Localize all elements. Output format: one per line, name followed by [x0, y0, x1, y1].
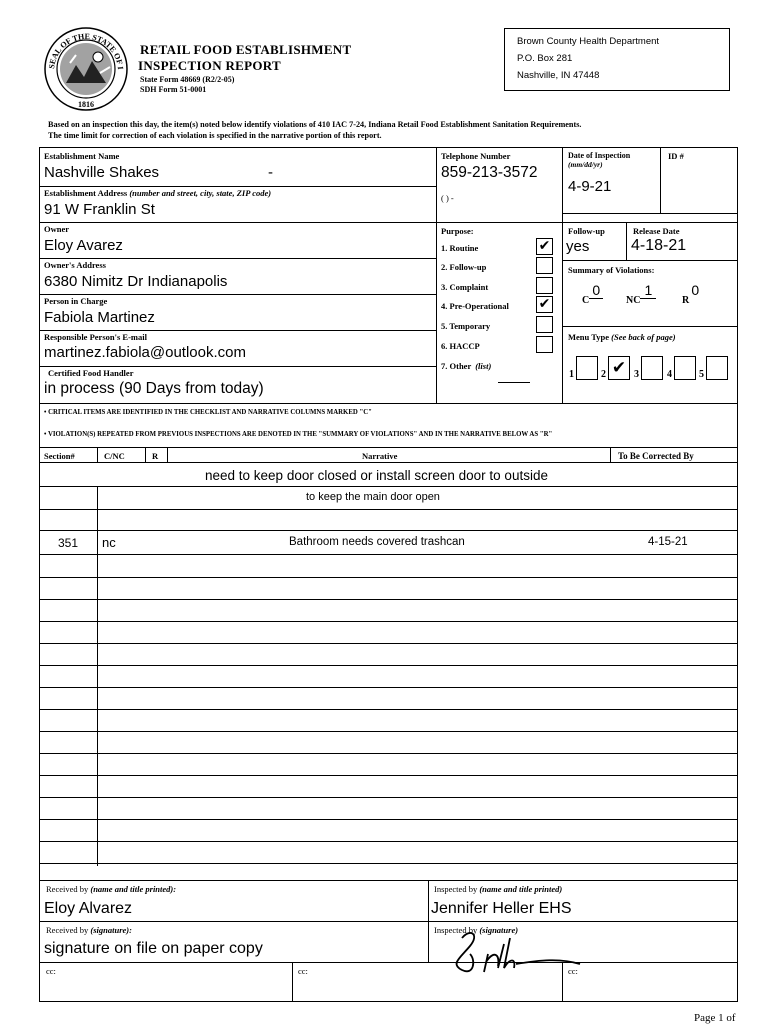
page-number: Page 1 of — [694, 1012, 736, 1024]
purpose-checkbox-4[interactable]: ✔ — [536, 296, 553, 313]
menu-type-number-5: 5 — [699, 369, 704, 380]
cc-3-label: cc: — [568, 966, 578, 976]
purpose-option-5: 5. Temporary — [441, 321, 491, 331]
form-subtitle: INSPECTION REPORT — [138, 58, 281, 73]
grid-row-line — [39, 665, 738, 666]
owner-field[interactable]: Eloy Avarez — [44, 237, 123, 254]
inspected-by-signature-label: Inspected by (signature) — [434, 925, 519, 935]
grid-row-line — [39, 841, 738, 842]
row-3-cnc[interactable]: nc — [102, 535, 116, 550]
followup-label: Follow-up — [568, 226, 605, 236]
grid-col-line — [97, 486, 98, 866]
email-label: Responsible Person's E-mail — [44, 332, 147, 342]
col-header-narrative: Narrative — [362, 451, 398, 461]
col-header-r: R — [152, 451, 159, 461]
state-form-number: State Form 48669 (R2/2-05) — [140, 75, 235, 84]
grid-row-line — [39, 577, 738, 578]
menu-type-checkbox-3[interactable] — [641, 356, 663, 380]
grid-row-line — [39, 509, 738, 510]
purpose-checkbox-1[interactable]: ✔ — [536, 238, 553, 255]
grid-row-line — [39, 819, 738, 820]
summary-label: Summary of Violations: — [568, 265, 655, 275]
intro-text-line1: Based on an inspection this day, the item(s) noted below identify violations of 410 IAC 7-24, Indiana Retail Food Establishment Sanitation Requirements. — [48, 120, 582, 129]
grid-row-line — [39, 554, 738, 555]
summary-critical-count[interactable]: 0 — [589, 282, 603, 299]
purpose-option-7: 7. Other (list) — [441, 361, 492, 371]
grid-row-line — [39, 687, 738, 688]
department-city: Nashville, IN 47448 — [517, 70, 600, 81]
establishment-address-field[interactable]: 91 W Franklin St — [44, 201, 155, 218]
establishment-address-hint: (number and street, city, state, ZIP code) — [129, 188, 272, 198]
narrative-row-3-text[interactable]: Bathroom needs covered trashcan — [289, 536, 465, 548]
col-header-section: Section# — [44, 451, 75, 461]
grid-row-line — [39, 753, 738, 754]
grid-row-line — [39, 775, 738, 776]
summary-critical: C0 — [582, 290, 603, 307]
department-po-box: P.O. Box 281 — [517, 53, 573, 64]
sdh-form-number: SDH Form 51-0001 — [140, 85, 207, 94]
received-by-name-field[interactable]: Eloy Alvarez — [44, 900, 133, 917]
purpose-checkbox-2[interactable] — [536, 257, 553, 274]
menu-type-number-4: 4 — [667, 369, 672, 380]
repeated-note: • VIOLATION(S) REPEATED FROM PREVIOUS INSPECTIONS ARE DENOTED IN THE "SUMMARY OF VIOLATIONS" AND IN THE NARRATIVE BELOW AS "R" — [44, 431, 553, 438]
received-by-name-label: Received by (name and title printed): — [46, 884, 177, 894]
grid-row-line — [39, 621, 738, 622]
establishment-name-mark: - — [268, 164, 273, 181]
purpose-option-1: 1. Routine — [441, 243, 479, 253]
certified-food-handler-label: Certified Food Handler — [48, 368, 134, 378]
person-in-charge-field[interactable]: Fabiola Martinez — [44, 309, 155, 326]
inspection-date-hint: (mm/dd/yr) — [568, 160, 603, 169]
menu-type-checkbox-4[interactable] — [674, 356, 696, 380]
menu-type-label: Menu Type (See back of page) — [568, 332, 676, 342]
purpose-checkbox-3[interactable] — [536, 277, 553, 294]
owner-address-label: Owner's Address — [44, 260, 106, 270]
purpose-option-3: 3. Complaint — [441, 282, 489, 292]
menu-type-checkbox-2[interactable]: ✔ — [608, 356, 630, 380]
telephone-label: Telephone Number — [441, 151, 511, 161]
purpose-option-4: 4. Pre-Operational — [441, 301, 509, 311]
form-title: RETAIL FOOD ESTABLISHMENT — [140, 42, 352, 57]
grid-row-line — [39, 731, 738, 732]
menu-type-hint: (See back of page) — [611, 332, 676, 342]
intro-text-line2: The time limit for correction of each violation is specified in the narrative portion of this report. — [48, 131, 382, 140]
inspection-date-field[interactable]: 4-9-21 — [568, 178, 612, 195]
release-date-label: Release Date — [633, 226, 680, 236]
critical-note: • CRITICAL ITEMS ARE IDENTIFIED IN THE CHECKLIST AND NARRATIVE COLUMNS MARKED "C" — [44, 409, 372, 416]
col-header-cnc: C/NC — [104, 451, 125, 461]
establishment-address-label: Establishment Address (number and street, city, state, ZIP code) — [44, 188, 272, 198]
id-label: ID # — [668, 151, 684, 161]
followup-field[interactable]: yes — [566, 238, 590, 255]
row-3-section[interactable]: 351 — [58, 536, 79, 550]
department-name: Brown County Health Department — [517, 36, 660, 47]
grid-row-line — [39, 863, 738, 864]
menu-type-number-2: 2 — [601, 369, 606, 380]
menu-type-checkbox-5[interactable] — [706, 356, 728, 380]
grid-row-line — [39, 797, 738, 798]
establishment-name-label: Establishment Name — [44, 151, 120, 161]
grid-row-line — [39, 643, 738, 644]
svg-text:SEAL OF THE STATE OF INDIANA: SEAL OF THE STATE OF I — [47, 31, 125, 70]
purpose-checkbox-6[interactable] — [536, 336, 553, 353]
cc-2-label: cc: — [298, 966, 308, 976]
narrative-row-1-text[interactable]: need to keep door closed or install screen door to outside — [205, 468, 548, 483]
inspection-date-label: Date of Inspection — [568, 151, 631, 160]
grid-row-line — [39, 486, 738, 487]
col-header-corrected: To Be Corrected By — [618, 451, 694, 461]
summary-repeat-count[interactable]: 0 — [691, 282, 700, 298]
purpose-label: Purpose: — [441, 226, 474, 236]
menu-type-number-3: 3 — [634, 369, 639, 380]
certified-food-handler-field[interactable]: in process (90 Days from today) — [44, 380, 264, 397]
owner-label: Owner — [44, 224, 70, 234]
cc-1-label: cc: — [46, 966, 56, 976]
svg-text:1816: 1816 — [78, 100, 94, 109]
received-by-signature-label: Received by (signature): — [46, 925, 132, 935]
inspected-by-name-field[interactable]: Jennifer Heller EHS — [431, 900, 572, 917]
telephone-alt-blank: ( ) - — [441, 193, 454, 203]
establishment-name-field[interactable]: Nashville Shakes — [44, 164, 160, 181]
person-in-charge-label: Person in Charge — [44, 296, 108, 306]
grid-row-line — [39, 709, 738, 710]
telephone-field[interactable]: 859-213-3572 — [441, 164, 538, 181]
summary-noncritical-count[interactable]: 1 — [640, 282, 656, 299]
menu-type-checkbox-1[interactable] — [576, 356, 598, 380]
summary-noncritical: NC1 — [626, 290, 656, 307]
purpose-checkbox-5[interactable] — [536, 316, 553, 333]
grid-row-line — [39, 599, 738, 600]
row-3-corrected[interactable]: 4-15-21 — [648, 536, 688, 548]
email-field[interactable]: martinez.fabiola@outlook.com — [44, 344, 246, 361]
menu-type-number-1: 1 — [569, 369, 574, 380]
state-seal — [40, 25, 132, 113]
grid-row-line — [39, 530, 738, 531]
summary-repeat: R0 — [682, 290, 701, 306]
received-by-signature-field[interactable]: signature on file on paper copy — [44, 940, 263, 957]
purpose-other-line — [498, 382, 530, 383]
inspected-by-name-label: Inspected by (name and title printed) — [434, 884, 563, 894]
department-address-box — [504, 28, 730, 91]
purpose-option-6: 6. HACCP — [441, 341, 480, 351]
purpose-option-2: 2. Follow-up — [441, 262, 487, 272]
release-date-field[interactable]: 4-18-21 — [631, 237, 687, 254]
owner-address-field[interactable]: 6380 Nimitz Dr Indianapolis — [44, 273, 228, 290]
narrative-row-2-text[interactable]: to keep the main door open — [306, 491, 440, 503]
